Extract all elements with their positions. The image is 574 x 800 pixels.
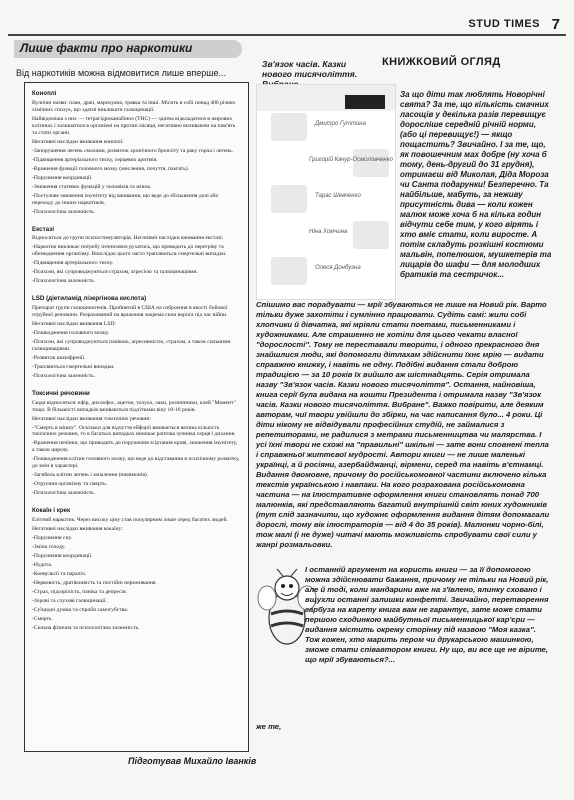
brand-label: STUD TIMES	[468, 18, 540, 30]
facts-line: -Порушення сну.	[32, 535, 73, 542]
facts-line: Негативні наслідки вживання токсичних речовин:	[32, 415, 151, 422]
left-title: Лише факти про наркотики	[20, 41, 193, 55]
review-body: Спішимо вас порадувати — мрії збуваються не лише на Новий рік. Варто тільки дуже захотіти і сумлінно працювати. Судіть самі: жили собі хлопчики й дівчатка, які мріяли стати поетами, письменниками і художниками. Але страшенно не хотіли для цього чекати власної "дорослості". Тому не переставали творити, і одного прекрасного дня знайшлися люди, які допомогли дітлахам здійснити їхнє мрію — видати справжню книжку, і навіть не одну. Подібні видання стали доброю традицією — за 10 років їх вийшло аж шістнадцять. Серія отримала назву "Зв'язок часів. Казки нового тисячоліття". Остання, найновіша, книга серії була видана на кошти Президента і отримала назву "Зв'язок часів. Казки нового тисячоліття. Вибране". Важко повірити, але деяким авторам, чиї твори увійшли до збірки, на час написання було... 4 роки. Ці діти нікому не відвідували професійних студій, не займалися з репетиторами, не радилися з метрами письменництва чи малярства. І усі їхні твори не схожі на "правильні" шкільні — зате вони сповнені тепла і справжньої життєвої мудрості. Автори книги — не лише маленькі українці, а й росіяни, азербайджанці, вірмени, серед та навіть в'єтнамці. Видання двомовне, причому до російськомовної частини включено кілька текстів українською і навпаки. На кого розрахована російськомовна частина — на Ілюстративне оформлення книги становлять понад 700 малюнків, які представляють багатий внутрішній світ юних художників (тут слід зазначити, що художнє оформлення видання дітям допомагали дорослі, тому вік ілюстраторів — від 4 до 35 років). Малюнки чорно-білі, тож малі (і не дуже) читачі мають можливість спробувати свої сили у жанрі розмальовки.	[256, 300, 550, 549]
book-thumbnail	[353, 149, 389, 177]
facts-line: -Конвульсії та параліч.	[32, 571, 87, 578]
facts-line: Відноситься до групи психостимуляторів. Негативні наслідки вживання екстазі:	[32, 235, 224, 242]
facts-line: -Трапляються смертельні випадки.	[32, 363, 115, 370]
facts-line: Вуличні назви: план, драп, марихуана, травка та інші. Місить в собі понад 400 різних хімічних сполук, що здатні викликати галюцинації.	[32, 99, 236, 113]
page-header	[8, 14, 566, 36]
facts-line: -Психологічна залежність.	[32, 372, 96, 379]
book-author: Ніна Хомчина	[309, 229, 348, 235]
facts-line: Негативні наслідки вживання коноплі:	[32, 138, 124, 145]
facts-line: -Постулове знижения імунітету від вживання, що веде до збільшення долі або переходу до інших наркотиків.	[32, 192, 219, 206]
facts-line: -Смерть.	[32, 615, 53, 622]
facts-section	[32, 226, 241, 286]
facts-line: -Зорові та слухові галюцинації.	[32, 597, 107, 604]
facts-line: -"Смерть в мішку". Оскільки для відчуття ейфорії вживається велика кількість токсичних речовин, то в багатьох випадках виникає раптова зупинка серця і дихання.	[32, 424, 236, 438]
facts-line: -Суїцидні думки та спроби самогубства.	[32, 606, 129, 613]
facts-line: Негативні наслідки вживання кокаїну:	[32, 526, 123, 533]
facts-line: Сюди відносяться: ефір, дихлофос, ацетон, толуол, лаки, розчинники, клей "Момент" тощо. В більшості випадків вживаються підлітками віку 10-16 років.	[32, 399, 236, 413]
facts-line: -Сильна фізична та психологічна залежність.	[32, 624, 140, 631]
facts-section-heading: Кокаїн і крек	[32, 507, 71, 515]
facts-line: -Порушення координації.	[32, 174, 93, 181]
review-intro: За що діти так люблять Новорічні свята? За те, що кількість смачних ласощів у декілька разів перевищує доросліше середній річній норми, (або ці перевищує!) — якщо пощастить? Звичайно. І за те, що, як повошечним мах добре (ну хоча б тому, день-другий до 31 грудня), отримаєш від Миколая, Діда Мороза чи Санта подарунки! Безперечно. Та найбільше, мабуть, за неживу присутність дива — коли кожен малюк може хоча б на кілька годин відчути себе тим, у кого вірять і хто вміє стати, коли виросте. А потім складуть розкішні костюми мальвін, попелюшок, мушкетерів та лицарів до шафи — для молодших братиків та сестричок...	[400, 90, 552, 279]
facts-section	[32, 507, 241, 632]
facts-line: -Розвиток шизофренії.	[32, 354, 86, 361]
facts-line: -Отруєння організму та смерть.	[32, 481, 108, 488]
facts-line: -Підвищення артеріального тиску, серцевих аритмія.	[32, 156, 158, 163]
facts-line: -Психологічна залежність.	[32, 208, 96, 215]
facts-line: Елітний наркотик. Через високу ціну став популярним лише серед багатих людей.	[32, 517, 228, 524]
facts-section	[32, 390, 241, 498]
facts-line: -Порушення координації.	[32, 553, 93, 560]
facts-box	[24, 82, 249, 752]
facts-line: -Зниження статевих функцій у чоловіків та жінок.	[32, 183, 152, 190]
facts-line: -Психологічна залежність.	[32, 490, 96, 497]
facts-section-heading: Екстазі	[32, 225, 54, 233]
facts-line: Найвідоміша з них — тетрагідроканабінол (ТНС) — здатна відкладатися в жирових клітинах і залишатися в організмі на протязі місяця, негативно впливаючи на пам'ять та стати органи.	[32, 115, 236, 136]
facts-line: Негативні наслідки вживання LSD:	[32, 320, 116, 327]
left-title-band	[14, 40, 242, 58]
facts-line: -Психози, які супроводжуються страхом, агресією та галюцинаціями.	[32, 269, 198, 276]
facts-section-heading: LSD (діетиламід лізергінова кислота)	[32, 295, 147, 303]
facts-line: -Психози, які супроводжуються панікою, агресивністю, страхом, а також сильними галюцинаціями.	[32, 338, 231, 352]
facts-section	[32, 295, 241, 380]
review-title: КНИЖКОВИЙ ОГЛЯД	[382, 56, 501, 68]
book-thumbnail	[271, 185, 307, 213]
review-lower: І останній аргумент на користь книги — за її допомогою можна здійснювати бажання, причому не тільки на Новий рік, але й тоді, коли мандарини вже на з'ївлено, ялинку сховано і вщухли останні залишки конфетті. Звичайно, перетворення гарбуза на карету книга вам не гарантує, зате може стати першою сходинкою майбутньої письменницької кар'єри — видання містить окрему сторінку під назвою "Моя казка". Тож кожен, хто марить пером чи друкарською машинкою, зможе стати співавтором книги. Ну що, ви все ще не вірите, що мрії збуваються?...	[305, 565, 549, 664]
facts-line: -Запорушення легень смолами, розвиток хронічного бронхіту та раку горла і легень.	[32, 147, 234, 154]
header-rule	[8, 34, 566, 36]
book-thumbnail	[353, 221, 389, 249]
book-author: Тарас Шевченко	[315, 193, 361, 199]
book-illustration	[256, 84, 396, 300]
facts-line: -Страх, підозрілість, паніка та депресія.	[32, 588, 127, 595]
facts-section-heading: Коноплі	[32, 90, 57, 97]
facts-section	[32, 90, 241, 216]
left-subtitle: Від наркотиків можна відмовитися лише вперше...	[16, 68, 226, 78]
facts-line: -Враження функції головного мозку (мислення, почуття, пам'ять).	[32, 165, 190, 172]
facts-line: -Підвищення артеріального тиску.	[32, 260, 114, 267]
book-author: Дмитро Гуттина	[315, 121, 366, 127]
book-logo	[345, 95, 385, 109]
facts-line: Препарат групи галюциногенів. Прийнятий в США на озброєння в якості бойової отруйної речовини. Розрахований на враження зокрема сили ворога під час війни.	[32, 304, 228, 318]
book-author: Олеся Донбузна	[315, 265, 361, 271]
book-thumbnail	[271, 113, 307, 141]
footer-lead: же те,	[256, 722, 282, 731]
facts-line: -Пошкодження головного мозку.	[32, 329, 110, 336]
book-author: Григорій Качур-Осмоловченко	[309, 157, 393, 163]
facts-section-heading: Токсичні речовини	[32, 389, 90, 397]
facts-line: -Наркотик викликає потребу інтенсивно рухатись, що приводить до перегріву та обезводнення організму. Внаслідок цього часто трапляються смертельні випадки.	[32, 244, 227, 258]
facts-line: -Нудота.	[32, 562, 53, 569]
facts-line: -Пошкодження клітин головного мозку, що веде до відставання в психічному розвитку, до змін в характері.	[32, 456, 240, 470]
facts-line: -Загибель клітин легень і запалення (пневмонія).	[32, 472, 149, 479]
facts-line: -Психологічна залежність.	[32, 278, 96, 285]
page-number: 7	[551, 16, 560, 33]
facts-line: -Зміна голоду.	[32, 544, 66, 551]
facts-line: -Нервовість, дратівливість та постійні переживання.	[32, 580, 157, 586]
book-thumbnail	[271, 257, 307, 285]
book-caption: Зв'язок часів. Казки нового тисячоліття.	[262, 59, 358, 79]
signature: Підготував Михайло Іванків	[128, 756, 257, 766]
facts-line: -Враження печінки, що приводить до порушення зсіртання крові, зниження імунітету, а також цирозу.	[32, 440, 238, 454]
